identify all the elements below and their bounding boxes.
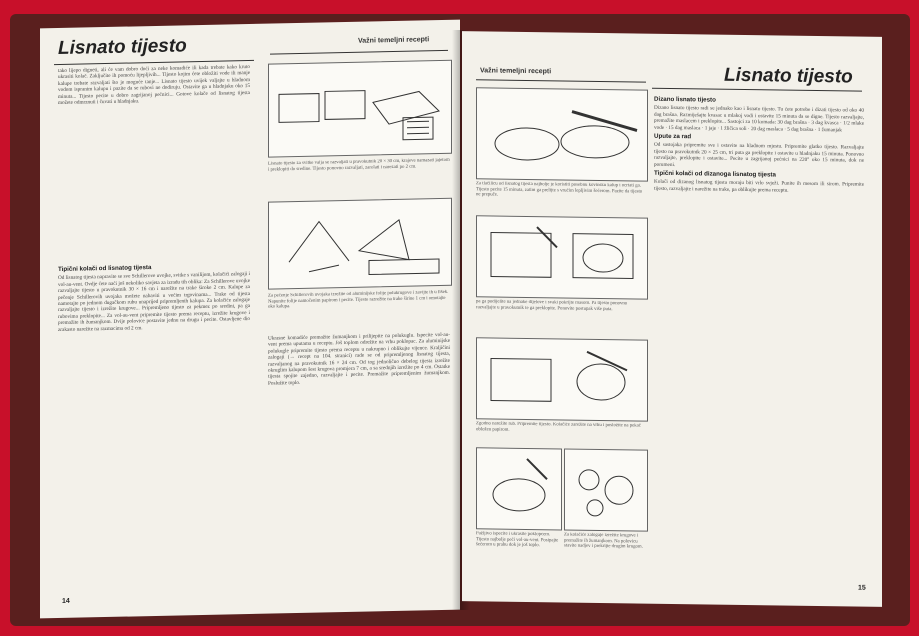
illustration-rolling <box>476 87 648 181</box>
steps-title: Upute za rad <box>654 132 692 141</box>
illustration-schiller-rolls <box>268 198 452 290</box>
illustration-vol-au-vent <box>476 447 562 530</box>
section-title: Tipični kolači od lisnatog tijesta <box>58 264 152 274</box>
box-title: Dizano lisnato tijesto <box>654 95 716 104</box>
pastry-drawing-icon <box>269 61 451 157</box>
caption-low: Zgodno narežite rub. Pripremite tijesto. Kolačiće zarežite na vrhu i posložite na pekač obložen papirom. <box>476 421 641 433</box>
illustration-cutters <box>564 448 648 531</box>
cones-drawing-icon <box>269 199 451 289</box>
page-number: 15 <box>858 584 866 592</box>
caption-top: Za tlačilicu od lisnatog tijesta najbolje je koristiti posebnu kovinsku kalup i ocrtati ga. Tijesto pecite 15 minuta, zatim ga prelijte s vrućim lepljivim šećerom. Pazite da tijesto ne prepuče. <box>476 181 643 198</box>
right-page <box>462 31 882 607</box>
steps-text: Od sastojaka pripremite sve i ostavite na hladnom mjestu. Pripremite glatko tijesto. Razvaljajte tijesto na pravokutnik 20 × 25 cm, tri puta ga preklopite i ostavite u hladnjaku 15 minuta. Ponovno razvaljajte, preklopite i ostavite... Pecite u zagrijanoj pećnici na 220° oko 15 minuta, dok ne porumeni. <box>654 142 864 168</box>
intro-text: tako lijepo digneti, ali će vam dobro doći za neke komadiće ili kada trebate kako kruto ukrasiti kolač. Zaključite ih pomoću lijepljivih... Tijesto kojim ćete obložiti vode ili manje kalupe trebate razvaljati što je moguće tanje... Lisnato tijesto uvijek valjajte u hladnom vodom ispranim kalupu i pazite da se rubovi ne dodiruju. Ostavite ga u hladnjaku oko 15 minuta... Tijesto pecite u dobro zagrijanoj pećnici... Gotove kolače od lisnatog tijesta možete odmrznuti i čuvati u hladnjaku. <box>58 64 250 107</box>
caption-b2: Za kolačiće zalogaje izrežite krugove i premažite ih žumanjkom. Na polovicu stavite nadjev i prekrijte drugim krugom. <box>564 532 643 550</box>
section-header: Važni temeljni recepti <box>480 67 552 76</box>
cutting-drawing-icon <box>477 338 647 420</box>
folding-drawing-icon <box>477 216 647 298</box>
caption-mid: Za pečenje Schillerovih uvojaka izrežite od aluminijske folije polukrugove i zavijte ih u fišek. Napunite folije namočenim papirom i pecite. Tijesto razrežite na trake širine 1 cm i omotajte oko kalupa. <box>268 289 449 310</box>
page-title: Lisnato tijesto <box>58 35 187 60</box>
section-header: Važni temeljni recepti <box>358 36 430 45</box>
caption-top: Lisnato tijesto za svitke valja se razvaljati u pravokutnik 20 × 30 cm, krajeve namazati jajetom i preklopiti do sredine. Tijesto ponovno razvaljati, zarolati i narezati po 2 cm. <box>268 157 450 173</box>
right-column-text: Ukrasne komadiće premažite žumanjkom i prilijepite na polukuglu. Ispecite vol-au-vent prema uputama u receptu. Još toplom odrežite na vrhu poklopac. Za aluminijske polukugle pripremite tijesto prema receptu u nakrupno i oblikujte vijence. Kraljičini zalogaji (→ recept na 104. stranici) rade se od pripremljenog lisnatog tijesta, razvaljanog na pravokutnik 16 × 24 cm. Od tog jednolično debelog tijesta izrežite okruglim kalupom šest krugova promjera 7 cm, a sa srednjih izrežite po 4 cm. Ostatke tijesta spojite zajedno, razvaljajte i pecite. Premažite pripremljenim žumanjkom. Poslužite toplo. <box>268 331 450 387</box>
left-page <box>40 20 460 619</box>
title-rule <box>652 88 862 92</box>
page-number: 14 <box>62 597 70 605</box>
vol-au-vent-drawing-icon <box>477 448 561 529</box>
section-title: Tipični kolači od dizanoga lisnatog tijesta <box>654 169 776 179</box>
section-text: Kolači od dizanog lisnatog tijesta moraju biti vrlo svježi. Punite ih mesom ili sirom. Pripremite tijesto, razvaljajte i narežite na trake, pa oblikujte prema receptu. <box>654 179 864 194</box>
body-text: Od lisnatog tijesta napravite se sve Schillerove uvojke, svitke s vanilijom, kolačići zalogaji i vol-au-vent. Ovdje ćete naći još nekoliko savjeta za izradu tih oblika: Za Schillerove uvojke razvaljajte tijesto u pravokutnik 30 × 16 cm i narežite na trake široke 2 cm. Kalupe za pečenje Schillerovih uvojaka možete nabaviti u većim trgovinama... Trake od tijesta namotajte po jednom dugačkom rubu unaprijed pripremljenih kalupa. Za kolačiće zalogaje razvaljajte tijesto i izrežite krugove... Pripremljeno tijesto za pekmez po sredini, pa ga rubovima preklopite... Za vol-au-vent pripremite tijesto prema receptu, izrežite krugove i premažite ih žumanjkom. Dvije polovice postavite jednu na drugu i pecite. Ostavljene dio zrakasto narežite na razmacima od 2 cm. <box>58 271 250 333</box>
illustration-folding <box>476 215 648 299</box>
caption-b1: Pažljivo ispecite i ukrasite poklopcem. Tijesto najbolje peći vol-au-vent. Posipajte šećerom u prahu dok je još toplo. <box>476 531 559 549</box>
illustration-pastry-rolls <box>268 60 452 158</box>
page-title: Lisnato tijesto <box>724 64 853 88</box>
rolling-pin-drawing-icon <box>477 88 647 180</box>
cutters-drawing-icon <box>565 450 647 531</box>
left-column <box>58 260 250 604</box>
header-rule <box>270 50 448 55</box>
caption-mid: pa ga podijelite na jednake dijelove i svaki pokrijte masom. Pa tijesto ponovno razvaljajte u pravokutnik te ga preklopite. Ponovite postupak više puta. <box>476 299 628 312</box>
box-text: Dizano lisnato tijesto radi se jednako kao i lisnato tijesto. Tu ćete potrebe i dizati tijesto od oko 40 dag brašna. Razmiješajte kvasac u mlakoj vodi i ostavite 15 minuta da se digne. Tijesto razvaljajte, premažite maslacem i preklopite... Sastojci za 10 komada: 30 dag brašna · 3 dag kvasca · 1/2 mlake vode · 15 dag maslaca · 1 jaje · 1 žličica soli · 20 dag maslaca · 5 dag brašna · 1 žumanjak <box>654 105 864 133</box>
header-rule <box>476 79 646 82</box>
right-text-column <box>654 94 864 597</box>
illustration-cutting <box>476 337 648 421</box>
